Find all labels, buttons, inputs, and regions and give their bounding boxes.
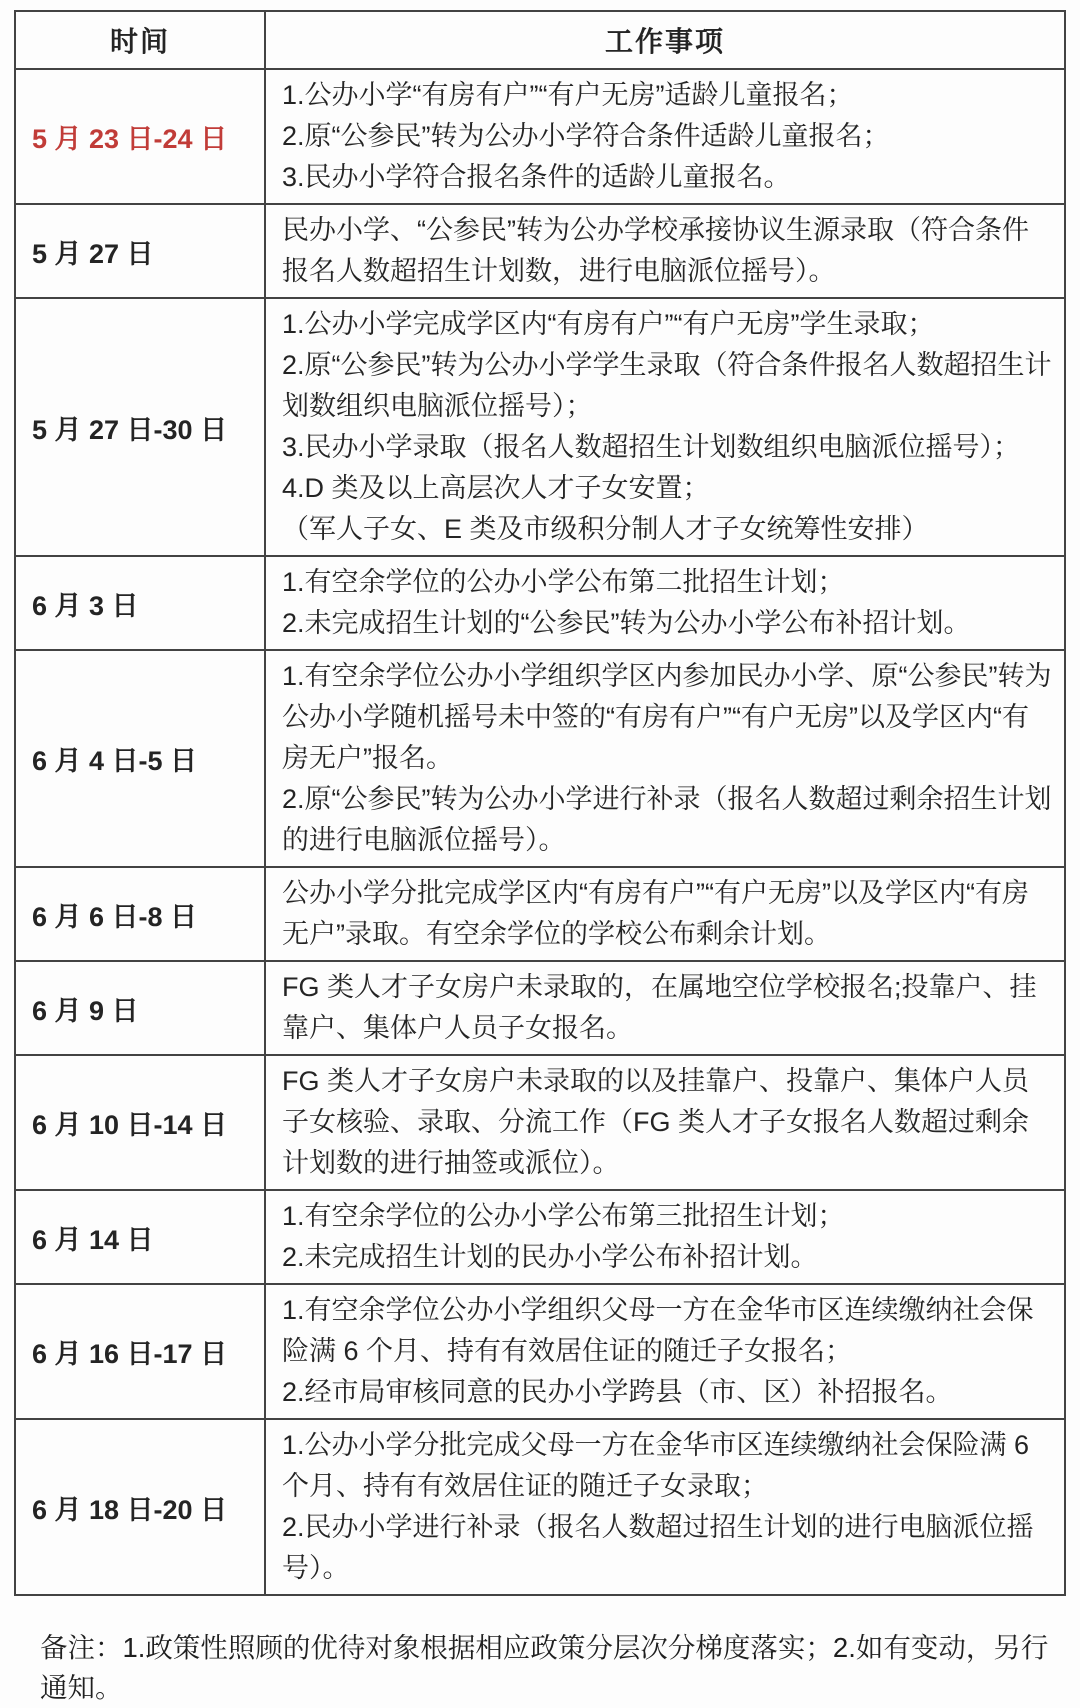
task-cell (265, 1419, 1065, 1595)
table-row (15, 650, 1065, 867)
task-item: 2.原“公参民”转为公办小学进行补录（报名人数超过剩余招生计划的进行电脑派位摇号）。 (282, 784, 1052, 855)
task-item: 2.未完成招生计划的民办小学公布补招计划。 (282, 1242, 818, 1272)
task-item: 2.原“公参民”转为公办小学学生录取（符合条件报名人数超招生计划数组织电脑派位摇号）； (282, 350, 1052, 421)
table-row (15, 867, 1065, 961)
time-cell: 5 月 27 日 (15, 204, 265, 298)
task-cell (265, 556, 1065, 650)
task-item: 1.有空余学位的公办小学公布第三批招生计划； (282, 1201, 845, 1231)
time-cell: 6 月 6 日-8 日 (15, 867, 265, 961)
time-cell: 6 月 3 日 (15, 556, 265, 650)
enrollment-schedule-table (14, 10, 1066, 1596)
table-row (15, 1190, 1065, 1284)
table-row (15, 204, 1065, 298)
task-item: 1.公办小学完成学区内“有房有户”“有户无房”学生录取； (282, 309, 935, 339)
task-item: 1.有空余学位公办小学组织学区内参加民办小学、原“公参民”转为公办小学随机摇号未中签的“有房有户”“有户无房”以及学区内“有房无户”报名。 (282, 661, 1052, 773)
header-row (15, 11, 1065, 69)
task-item: 2.原“公参民”转为公办小学符合条件适龄儿童报名； (282, 121, 890, 151)
time-cell: 5 月 27 日-30 日 (15, 298, 265, 556)
table-row (15, 298, 1065, 556)
task-cell (265, 1055, 1065, 1190)
task-cell (265, 298, 1065, 556)
col-header-time: 时间 (15, 11, 265, 69)
time-cell: 6 月 14 日 (15, 1190, 265, 1284)
time-cell: 5 月 23 日-24 日 (15, 69, 265, 204)
time-cell: 6 月 10 日-14 日 (15, 1055, 265, 1190)
table-row (15, 1284, 1065, 1419)
table-body (15, 69, 1065, 1595)
task-item: 4.D 类及以上高层次人才子女安置； (282, 473, 710, 503)
task-item: 1.公办小学分批完成父母一方在金华市区连续缴纳社会保险满 6 个月、持有有效居住证的随迁子女录取； (282, 1430, 1030, 1501)
table-row (15, 961, 1065, 1055)
task-item: FG 类人才子女房户未录取的，在属地空位学校报名;投靠户、挂靠户、集体户人员子女报名。 (282, 972, 1037, 1043)
task-cell (265, 1190, 1065, 1284)
table-row (15, 1419, 1065, 1595)
task-item: 2.民办小学进行补录（报名人数超过招生计划的进行电脑派位摇号）。 (282, 1512, 1034, 1583)
table-header (15, 11, 1065, 69)
task-cell (265, 961, 1065, 1055)
task-item: （军人子女、E 类及市级积分制人才子女统筹性安排） (282, 514, 929, 544)
task-item: 1.公办小学“有房有户”“有户无房”适龄儿童报名； (282, 80, 854, 110)
table-row (15, 556, 1065, 650)
task-item: 3.民办小学录取（报名人数超招生计划数组织电脑派位摇号）； (282, 432, 1021, 462)
task-item: 1.有空余学位的公办小学公布第二批招生计划； (282, 567, 845, 597)
footnote: 备注：1.政策性照顾的优待对象根据相应政策分层次分梯度落实；2.如有变动，另行通知。 (40, 1632, 1049, 1703)
time-cell: 6 月 4 日-5 日 (15, 650, 265, 867)
task-item: 民办小学、“公参民”转为公办学校承接协议生源录取（符合条件报名人数超招生计划数，进行电脑派位摇号）。 (282, 215, 1029, 286)
task-item: 2.未完成招生计划的“公参民”转为公办小学公布补招计划。 (282, 608, 971, 638)
table-row (15, 69, 1065, 204)
task-cell (265, 69, 1065, 204)
task-cell (265, 204, 1065, 298)
task-cell (265, 1284, 1065, 1419)
task-cell (265, 867, 1065, 961)
task-item: 1.有空余学位公办小学组织父母一方在金华市区连续缴纳社会保险满 6 个月、持有有效居住证的随迁子女报名； (282, 1295, 1034, 1366)
task-cell (265, 650, 1065, 867)
time-cell: 6 月 18 日-20 日 (15, 1419, 265, 1595)
task-item: FG 类人才子女房户未录取的以及挂靠户、投靠户、集体户人员子女核验、录取、分流工作（FG 类人才子女报名人数超过剩余计划数的进行抽签或派位）。 (282, 1066, 1029, 1178)
time-cell: 6 月 16 日-17 日 (15, 1284, 265, 1419)
col-header-task: 工作事项 (265, 11, 1065, 69)
time-cell: 6 月 9 日 (15, 961, 265, 1055)
task-item: 3.民办小学符合报名条件的适龄儿童报名。 (282, 162, 791, 192)
table-row (15, 1055, 1065, 1190)
task-item: 公办小学分批完成学区内“有房有户”“有户无房”以及学区内“有房无户”录取。有空余学位的学校公布剩余计划。 (282, 878, 1029, 949)
task-item: 2.经市局审核同意的民办小学跨县（市、区）补招报名。 (282, 1377, 953, 1407)
